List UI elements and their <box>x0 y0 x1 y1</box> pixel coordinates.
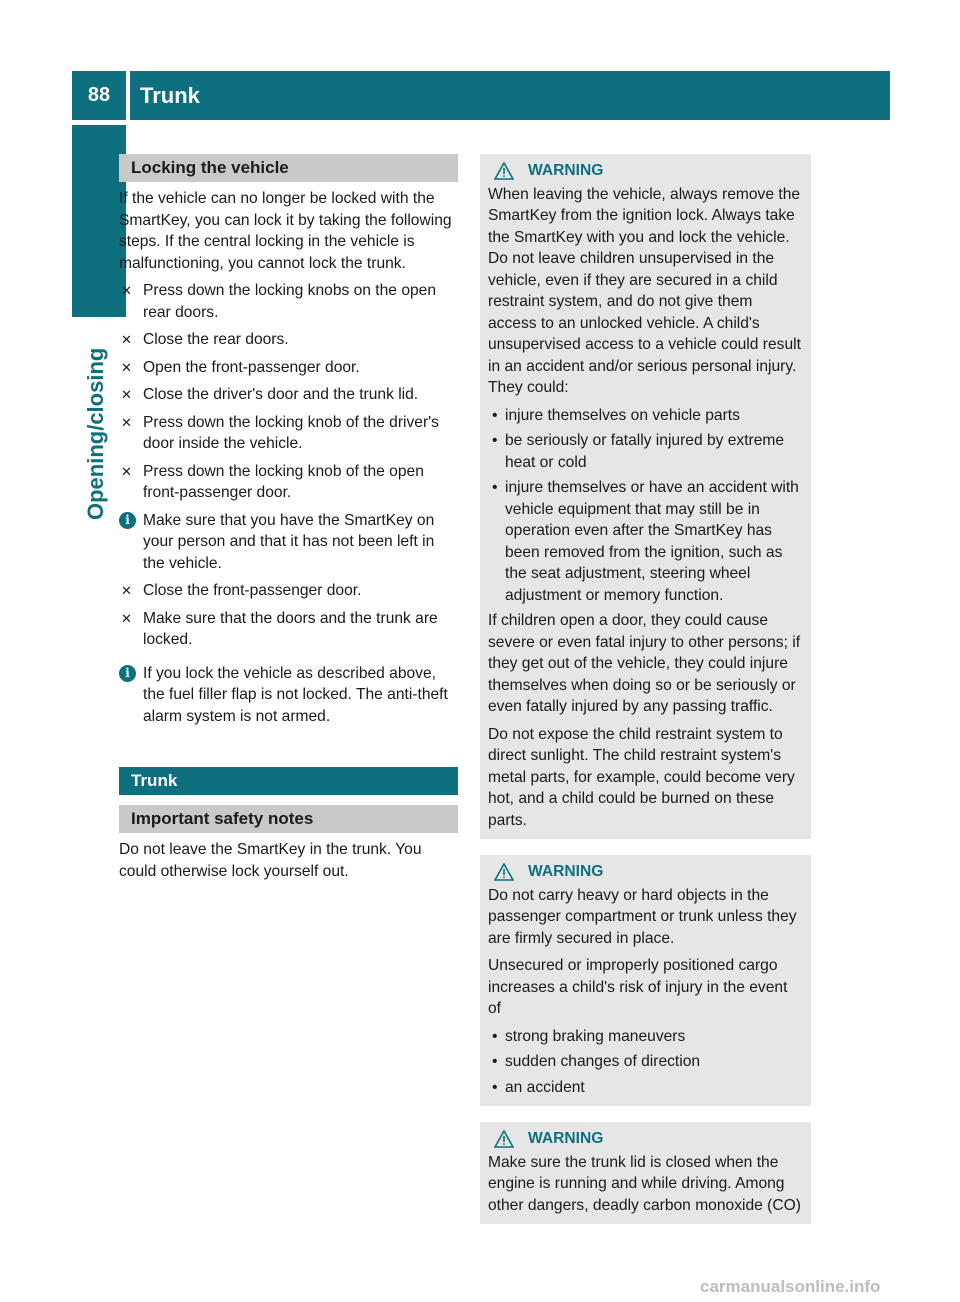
locking-intro: If the vehicle can no longer be locked with the SmartKey, you can lock it by taking the following steps. If the central locking in the vehicle is malfunctioning, you cannot lock the trunk. <box>119 190 452 272</box>
warning-icon <box>494 162 514 180</box>
trunk-section-title: Trunk <box>119 767 458 795</box>
bullet-item: • injure themselves on vehicle parts <box>488 405 803 427</box>
step-item: ✕ Close the front-passenger door. <box>119 580 458 602</box>
warning-text: Do not carry heavy or hard objects in the passenger compartment or trunk unless they are firmly secured in place. <box>488 886 797 947</box>
step-arrow-icon: ✕ <box>121 359 132 375</box>
warning-header <box>488 861 803 883</box>
warning-text: Unsecured or improperly positioned cargo increases a child's risk of injury in the event of <box>488 957 788 1017</box>
step-arrow-icon: ✕ <box>121 463 132 479</box>
step-arrow-icon: ✕ <box>121 332 132 347</box>
warning-label: WARNING <box>528 1130 604 1147</box>
step-item: ✕ Make sure that the doors and the trunk are locked. <box>121 609 438 648</box>
bullet-icon: • <box>492 1027 498 1045</box>
warning-text: Do not expose the child restraint system to direct sunlight. The child restraint system's metal parts, for example, could become very hot, and a child could be burned on these parts. <box>488 725 795 829</box>
bullet-icon: • <box>492 406 498 424</box>
right-column <box>480 154 811 1240</box>
step-arrow-icon: ✕ <box>121 283 132 298</box>
step-item: ✕ Open the front-passenger door. <box>119 357 458 379</box>
step-arrow-icon: ✕ <box>121 387 132 402</box>
warning-label: WARNING <box>528 863 604 880</box>
warning-label: WARNING <box>528 162 604 179</box>
warning-box <box>480 1122 811 1224</box>
side-tab-label: Opening/closing <box>83 347 108 520</box>
page-title: Trunk <box>140 82 200 108</box>
warning-icon <box>494 1130 514 1148</box>
warning-box <box>480 154 811 839</box>
step-item: ✕ Close the rear doors. <box>119 329 458 351</box>
page-number: 88 <box>87 84 111 106</box>
warning-icon <box>494 863 514 881</box>
bullet-item: • sudden changes of direction <box>488 1051 803 1073</box>
bullet-icon: • <box>492 1078 498 1096</box>
warning-text: When leaving the vehicle, always remove the SmartKey from the ignition lock. Always take the SmartKey with you and lock the vehicle. Do not leave children unsupervised in the vehicle, even if they are secured in a child restraint system, and do not give them access to an unlocked vehicle. A child's unsupervised access to a vehicle could result in an accident and/or serious personal injury. They could: <box>488 185 801 396</box>
bullet-icon: • <box>492 432 498 449</box>
left-column <box>119 154 458 888</box>
bullet-item: • an accident <box>488 1077 803 1099</box>
step-arrow-icon: ✕ <box>121 414 132 430</box>
info-note: i Make sure that you have the SmartKey on your person and that it has not been left in the vehicle. <box>119 510 458 575</box>
step-item: ✕ Press down the locking knobs on the open rear doors. <box>121 282 437 321</box>
header-divider <box>126 71 130 120</box>
bullet-item: • be seriously or fatally injured by extreme heat or cold <box>492 432 785 471</box>
footer-watermark[interactable]: carmanualsonline.info <box>700 1277 881 1296</box>
info-note: i If you lock the vehicle as described above, the fuel filler flap is not locked. The anti-theft alarm system is not armed. <box>119 663 458 728</box>
info-icon: i <box>119 512 136 529</box>
step-item: ✕ Press down the locking knob of the open front-passenger door. <box>121 462 424 501</box>
trunk-text: Do not leave the SmartKey in the trunk. You could otherwise lock yourself out. <box>119 841 422 880</box>
step-arrow-icon: ✕ <box>121 610 132 626</box>
info-icon: i <box>119 665 136 682</box>
bullet-icon: • <box>492 1053 498 1070</box>
warning-text: If children open a door, they could cause severe or even fatal injury to other persons; if they get out of the vehicle, they could injure themselves when doing so or be seriously or even fatally injured by any passing traffic. <box>488 612 801 715</box>
step-item: ✕ Close the driver's door and the trunk lid. <box>119 384 458 406</box>
warning-text: Make sure the trunk lid is closed when the engine is running and while driving. Among other dangers, deadly carbon monoxide (CO) <box>488 1153 801 1214</box>
warning-header <box>488 160 803 182</box>
bullet-item: • injure themselves or have an accident with vehicle equipment that may still be in operation even after the SmartKey has been removed from the ignition, such as the seat adjustment, steering wheel adjustment or memory function. <box>492 479 799 604</box>
bullet-icon: • <box>492 479 498 496</box>
warning-box <box>480 855 811 1106</box>
side-tab-block <box>72 125 126 317</box>
safety-notes-heading: Important safety notes <box>119 805 458 833</box>
locking-heading: Locking the vehicle <box>119 154 458 182</box>
step-arrow-icon: ✕ <box>121 583 132 598</box>
warning-header <box>488 1128 803 1150</box>
step-item: ✕ Press down the locking knob of the driver's door inside the vehicle. <box>121 413 439 452</box>
bullet-item: • strong braking maneuvers <box>488 1026 803 1048</box>
